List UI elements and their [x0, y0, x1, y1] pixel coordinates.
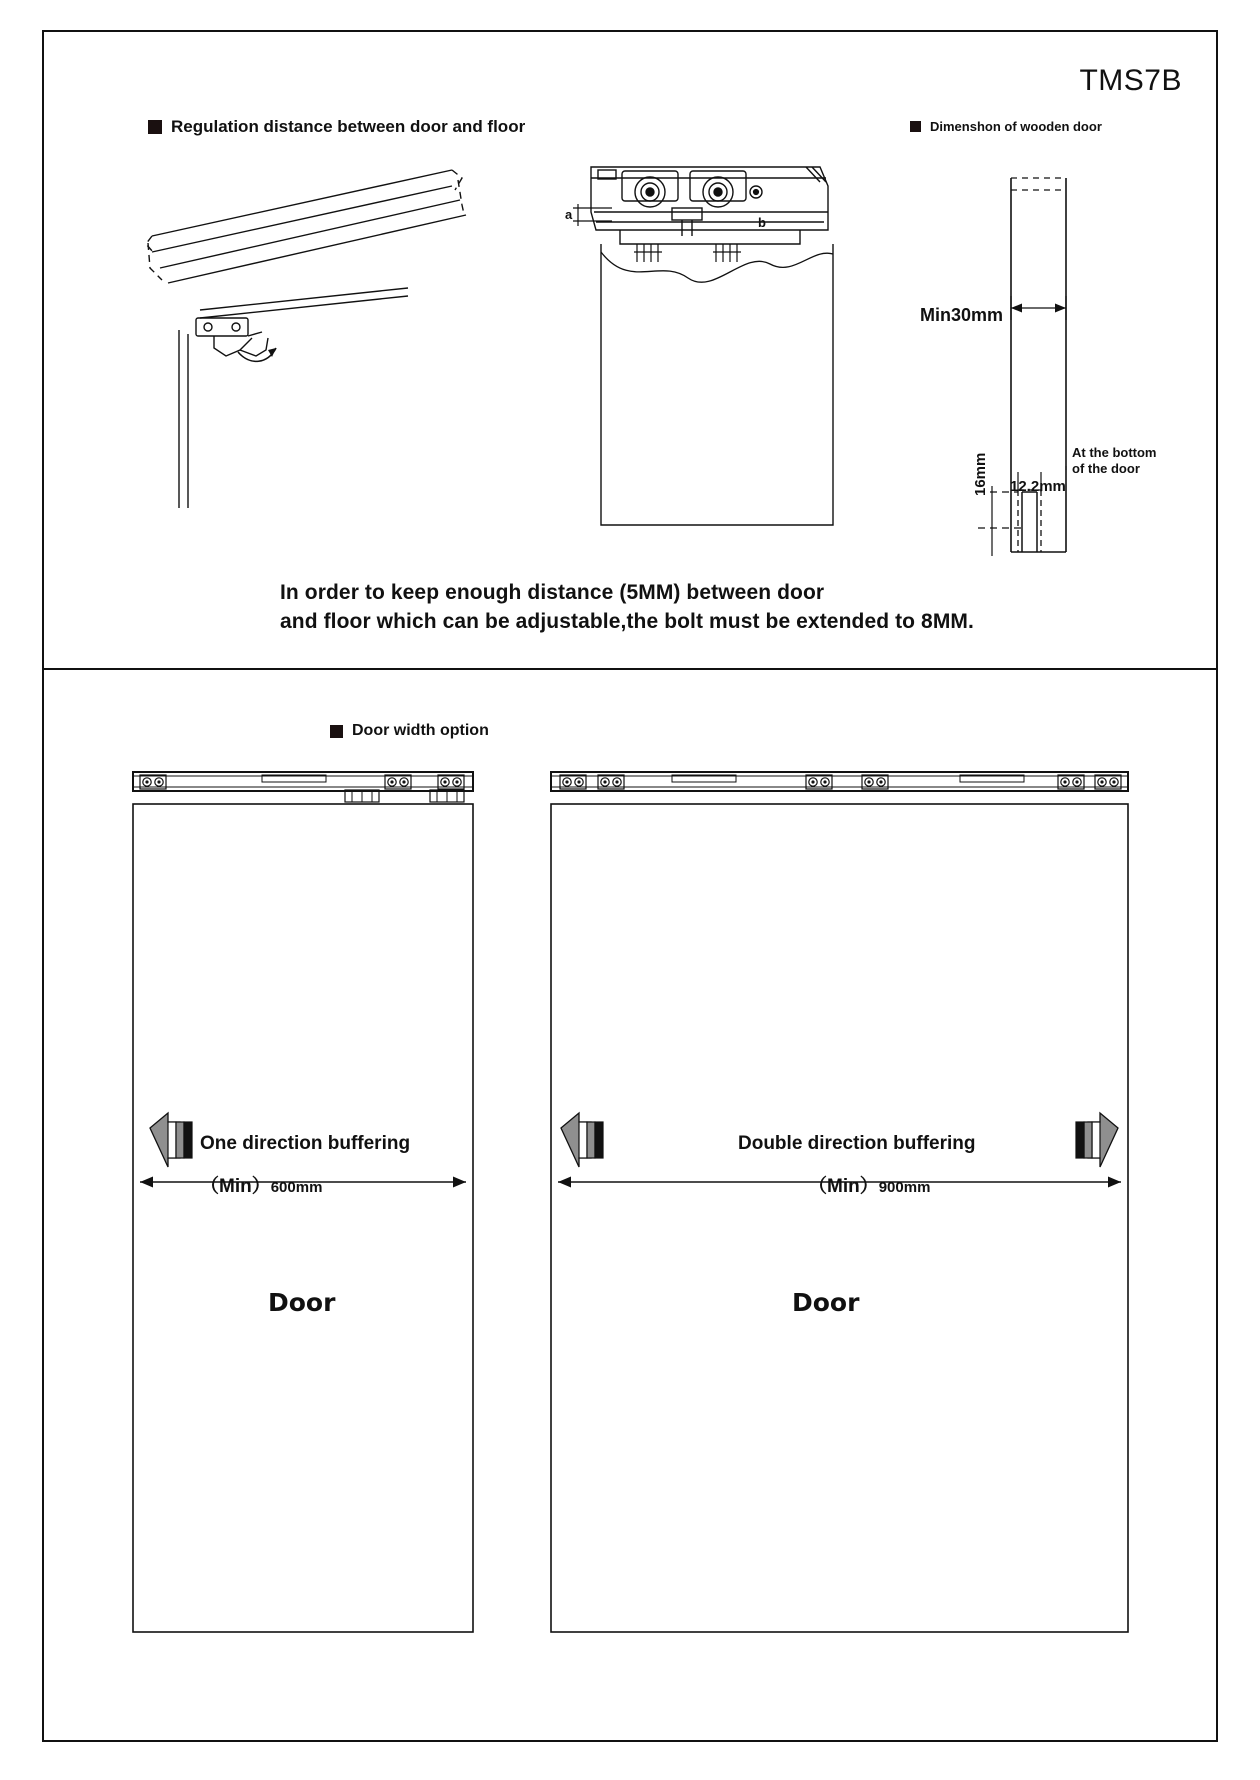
callout-b-label: b: [758, 215, 766, 230]
double-direction-buffering-label: Double direction buffering: [738, 1133, 976, 1154]
one-direction-min-prefix: （Min）: [200, 1176, 271, 1197]
installation-note-line2: and floor which can be adjustable,the bolt must be extended to 8MM.: [280, 610, 974, 633]
one-direction-min-value: 600mm: [270, 1179, 323, 1196]
heading-door-width-option-label: Door width option: [352, 722, 489, 739]
heading-regulation-distance-label: Regulation distance between door and floor: [171, 117, 526, 136]
double-direction-min-width: [808, 1171, 930, 1198]
page-title: TMS7B: [1079, 64, 1182, 97]
one-direction-min-width: [200, 1171, 322, 1198]
panel-one-direction: [133, 772, 473, 1632]
label-slot-depth: 16mm: [972, 452, 989, 496]
panel-double-direction: [551, 772, 1128, 1632]
callout-a-label: a: [565, 207, 573, 222]
one-direction-buffering-label: One direction buffering: [200, 1133, 411, 1154]
label-min30mm: Min30mm: [920, 305, 1004, 325]
label-slot-width: 12.2mm: [1010, 478, 1066, 495]
installation-note-line1: In order to keep enough distance (5MM) between door: [280, 581, 825, 604]
label-bottom-of-door-line1: At the bottom: [1072, 445, 1157, 460]
double-direction-min-value: 900mm: [878, 1179, 931, 1196]
double-direction-min-prefix: （Min）: [808, 1176, 879, 1197]
door-label-right: Door: [792, 1288, 860, 1317]
door-label-left: Door: [268, 1288, 336, 1317]
heading-dimension-wooden-door-label: Dimenshon of wooden door: [930, 119, 1102, 134]
label-bottom-of-door-line2: of the door: [1072, 461, 1140, 476]
